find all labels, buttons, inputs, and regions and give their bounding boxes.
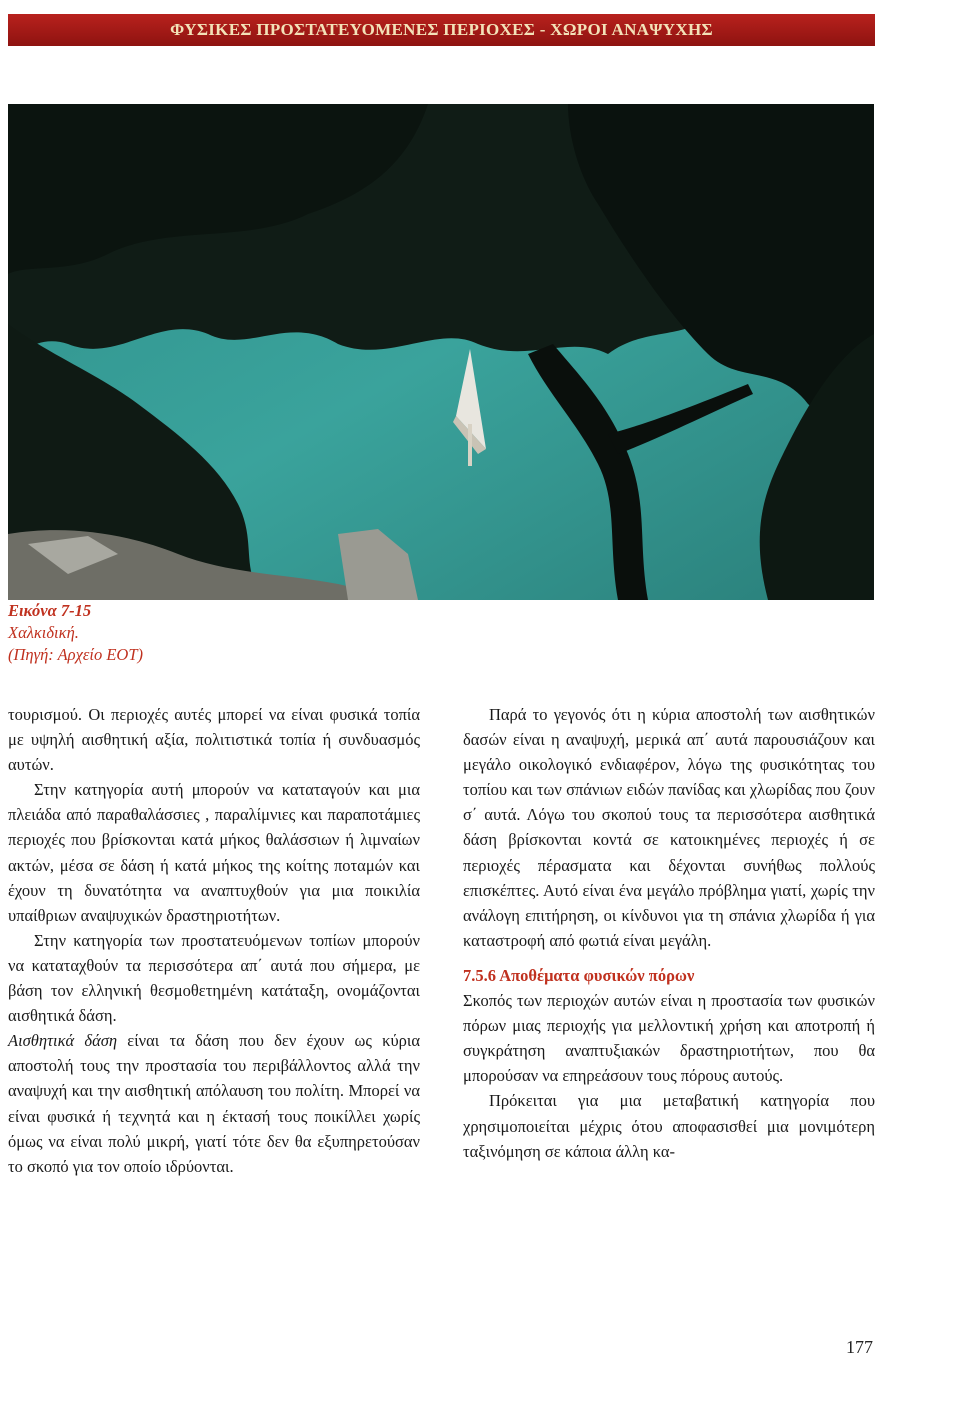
defined-term: Αισθητικά δάση — [8, 1031, 118, 1051]
paragraph — [8, 1028, 420, 1179]
paragraph-text: είναι τα δάση που δεν έχουν ως κύρια αποστολή τους την προστασία του περιβάλλοντος αλλά την αναψυχή και την αισθητική απόλαυση του πολίτη. Μπορεί να είναι φυσικά ή τεχνητά και η έκτασή τους ποικίλλει χωρίς όμως να είναι πολύ μικρή, γιατί τότε δεν θα εξυπηρετούσαν το σκοπό για τον οποίο ιδρύονται. — [8, 1031, 420, 1176]
figure-place: Χαλκιδική. — [8, 623, 79, 642]
figure-caption — [8, 600, 308, 666]
right-text-column — [463, 702, 875, 1164]
section-heading: 7.5.6 Αποθέματα φυσικών πόρων — [463, 965, 695, 985]
chapter-header-bar — [8, 14, 875, 46]
figure-source: (Πηγή: Αρχείο ΕΟΤ) — [8, 645, 143, 664]
paragraph: Παρά το γεγονός ότι η κύρια αποστολή των αισθητικών δασών είναι η αναψυχή, μερικά απ΄ αυτά παρουσιάζουν και μεγάλο οικολογικό ενδιαφέρον, λόγω της φυσικότητας του τοπίου και των σπάνιων ειδών πανίδας και χλωρίδας που ζουν σ΄ αυτά. Λόγω του σκοπού τους τα περισσότερα αισθητικά δάση βρίσκονται κοντά σε κατοικημένες περιοχές ή σε περιοχές πέρασματα και δέχονται συνήθως πολλούς επισκέπτες. Αυτό είναι ένα μεγάλο πρόβλημα γιατί, χωρίς την ανάλογη επιτήρηση, οι κίνδυνοι για τη σπάνια χλωρίδα ή για καταστροφή από φωτιά είναι μεγάλη. — [463, 705, 875, 950]
paragraph: Πρόκειται για μια μεταβατική κατηγορία που χρησιμοποιείται μέχρις ότου αποφασισθεί μια μονιμότερη ταξινόμηση σε κάποια άλλη κα- — [463, 1091, 875, 1161]
figure-photo-halkidiki — [8, 104, 874, 600]
chapter-header-title: ΦΥΣΙΚΕΣ ΠΡΟΣΤΑΤΕΥΟΜΕΝΕΣ ΠΕΡΙΟΧΕΣ - ΧΩΡΟΙ ΑΝΑΨΥΧΗΣ — [170, 20, 713, 39]
paragraph: Στην κατηγορία των προστατευόμενων τοπίων μπορούν να καταταχθούν τα περισσότερα απ΄ αυτά που σήμερα, με βάση τον ελληνική θεσμοθετημένη κατάταξη, ονομάζονται αισθητικά δάση. — [8, 930, 420, 1026]
left-text-column — [8, 702, 420, 1179]
paragraph: τουρισμού. Οι περιοχές αυτές μπορεί να είναι φυσικά τοπία με υψηλή αισθητική αξία, πολιτιστικά τοπία ή συνδυασμός αυτών. — [8, 705, 420, 775]
paragraph: Σκοπός των περιοχών αυτών είναι η προστασία των φυσικών πόρων μιας περιοχής για μελλοντική χρήση και αποτροπή ή συγκράτηση αναπτυξιακών δραστηριοτήτων, που θα μπορούσαν να επηρεάσουν τους πόρους αυτούς. — [463, 991, 875, 1086]
page-number: 177 — [846, 1337, 873, 1357]
paragraph: Στην κατηγορία αυτή μπορούν να καταταγούν και μια πλειάδα από παραθαλάσσιες , παραλίμνιες και παραποτάμιες περιοχές που βρίσκονται κατά μήκος θαλάσσιων ή λιμναίων ακτών, μέσα σε δάση ή κατά μήκος της κοίτης ποταμών και έχουν τη δυνατότητα να αναπτυχθούν για μια ποικιλία υπαίθριων αναψυχικών δραστηριοτήτων. — [8, 780, 420, 925]
figure-number: Εικόνα 7-15 — [8, 601, 92, 620]
